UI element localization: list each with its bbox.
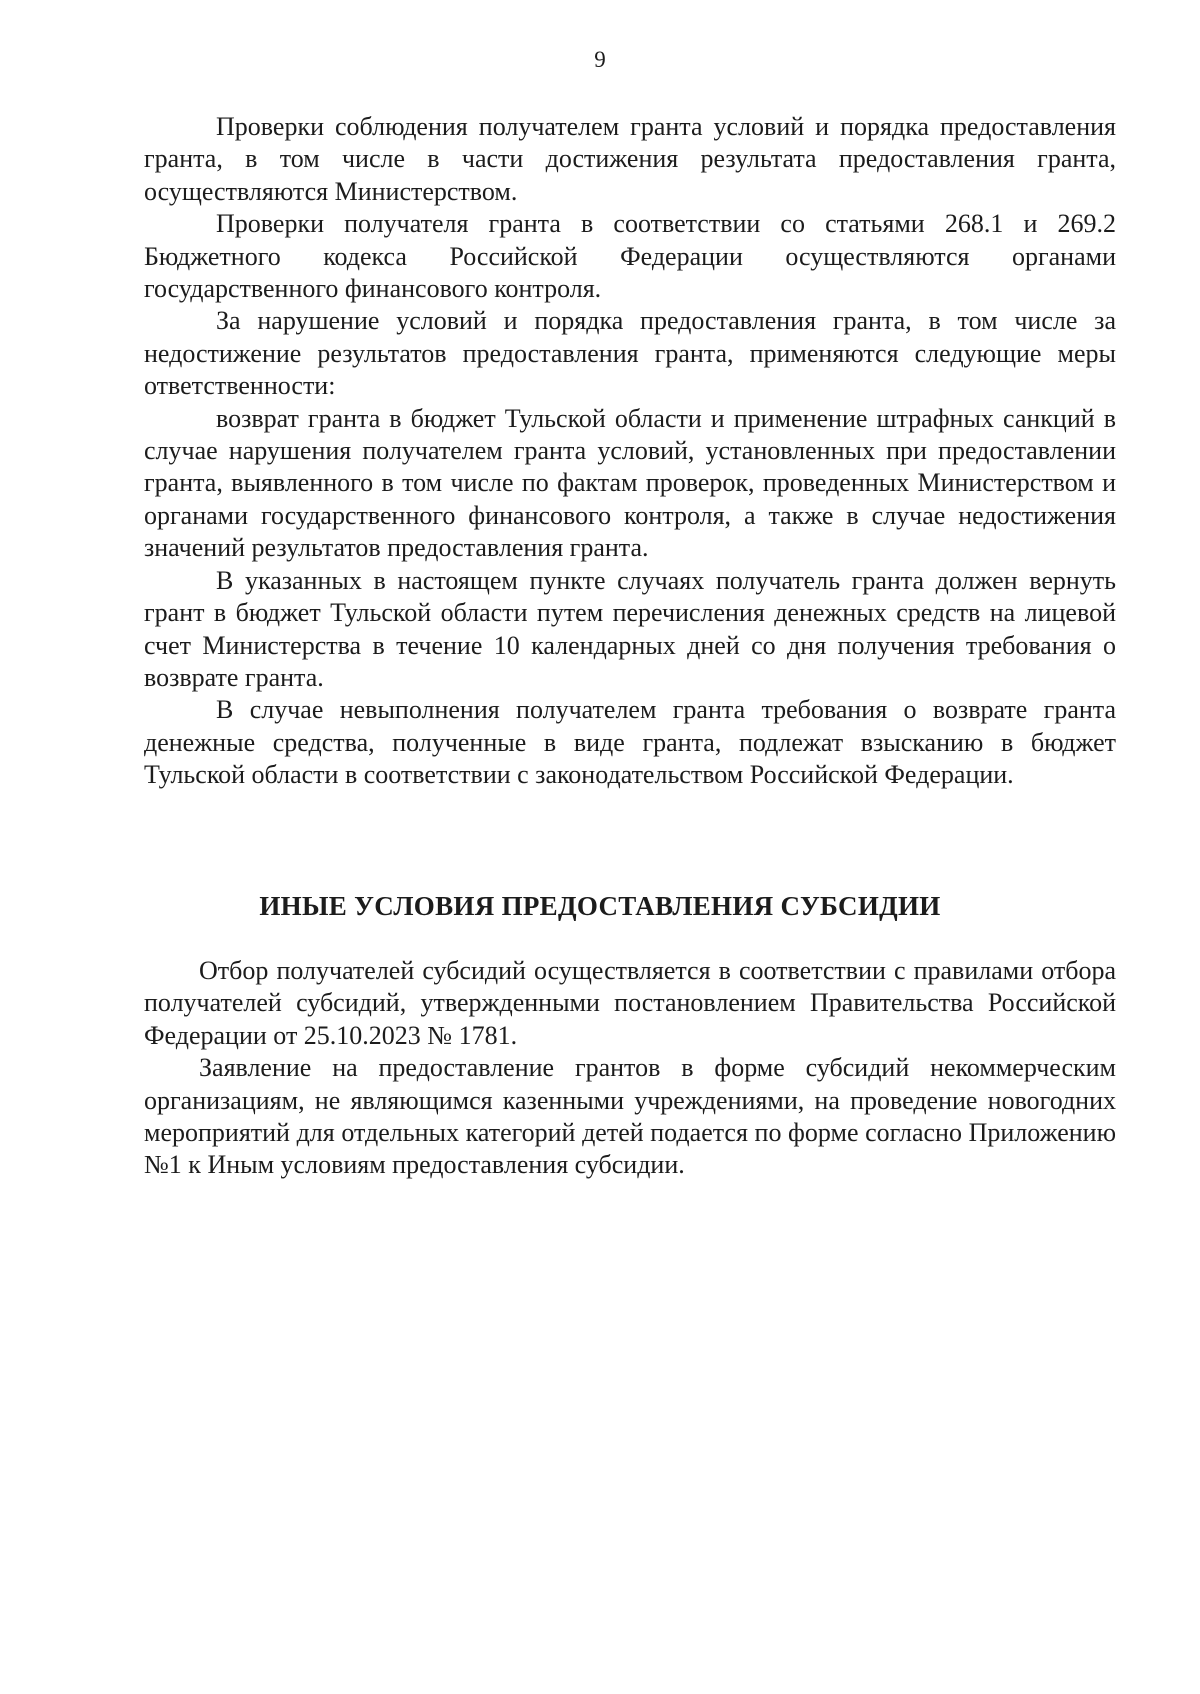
paragraph-application-form: Заявление на предоставление грантов в форме субсидий некоммерческим организациям, не являющимся казенными учреждениями, на проведение новогодних мероприятий для отдельных категорий детей подается по форме согласно Приложению №1 к Иным условиям предоставления субсидии. xyxy=(144,1053,1116,1180)
other-conditions-section xyxy=(144,955,1116,1182)
page-number: 9 xyxy=(594,47,606,72)
paragraph-inspections-budget-code: Проверки получателя гранта в соответствии со статьями 268.1 и 269.2 Бюджетного кодекса Российской Федерации осуществляются органами государственного финансового контроля. xyxy=(144,209,1116,304)
paragraph-recipient-selection: Отбор получателей субсидий осуществляется в соответствии с правилами отбора получателей субсидий, утвержденными постановлением Правительства Российской Федерации от 25.10.2023 № 1781. xyxy=(144,956,1116,1050)
paragraph-return-procedure: В указанных в настоящем пункте случаях получатель гранта должен вернуть грант в бюджет Тульской области путем перечисления денежных средств на лицевой счет Министерства в течение 10 календарных дней со дня получения требования о возврате гранта. xyxy=(144,565,1116,692)
paragraph-grant-return: возврат гранта в бюджет Тульской области и применение штрафных санкций в случае нарушения получателем гранта условий, установленных при предоставлении гранта, выявленного в том числе по фактам проверок, проведенных Министерством и органами государственного финансового контроля, а также в случае недостижения значений результатов предоставления гранта. xyxy=(144,403,1116,563)
paragraph-liability-measures: За нарушение условий и порядка предоставления гранта, в том числе за недостижение результатов предоставления гранта, применяются следующие меры ответственности: xyxy=(144,306,1116,401)
paragraph-recovery: В случае невыполнения получателем гранта требования о возврате гранта денежные средства, полученные в виде гранта, подлежат взысканию в бюджет Тульской области в соответствии с законодательством Российской Федерации. xyxy=(144,695,1116,790)
grant-control-section xyxy=(144,111,1116,792)
paragraph-inspections-ministry: Проверки соблюдения получателем гранта условий и порядка предоставления гранта, в том числе в части достижения результата предоставления гранта, осуществляются Министерством. xyxy=(144,112,1116,206)
section-heading: ИНЫЕ УСЛОВИЯ ПРЕДОСТАВЛЕНИЯ СУБСИДИИ xyxy=(259,891,941,921)
